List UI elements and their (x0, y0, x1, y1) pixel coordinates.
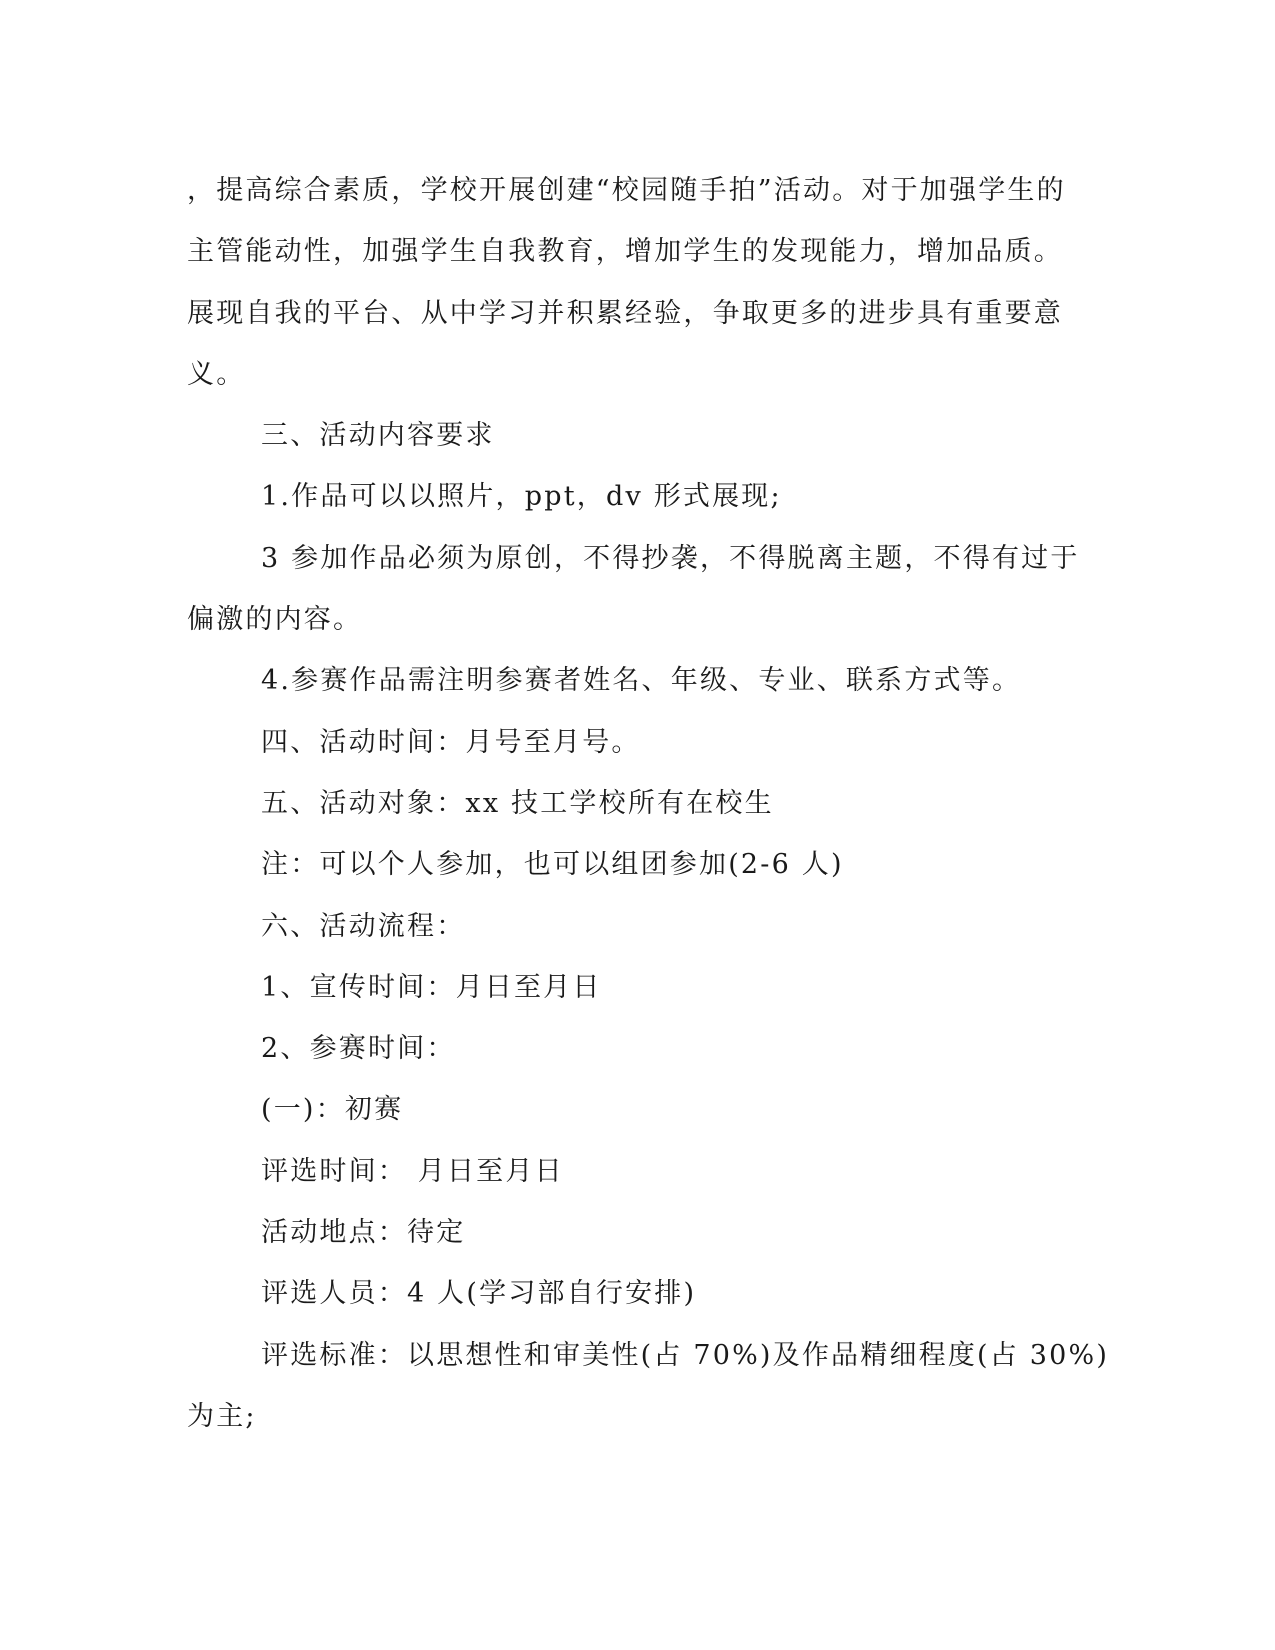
evaluation-criteria: 评选标准：以思想性和审美性(占 70%)及作品精细程度(占 30%) (261, 1339, 1110, 1371)
document-body (187, 160, 1110, 1447)
activity-location: 活动地点：待定 (261, 1217, 466, 1249)
requirement-item-1: 1.作品可以以照片，ppt，dv 形式展现; (261, 481, 782, 513)
paragraph-line: ，提高综合素质，学校开展创建“校园随手拍”活动。对于加强学生的 (187, 175, 1066, 206)
process-step-promotion: 1、宣传时间：月日至月日 (261, 971, 602, 1003)
evaluation-staff: 评选人员：4 人(学习部自行安排) (261, 1278, 697, 1310)
sub-heading-preliminary: (一)：初赛 (261, 1094, 404, 1126)
evaluation-time: 评选时间： 月日至月日 (261, 1155, 564, 1187)
section-heading-activity-time: 四、活动时间：月号至月号。 (261, 726, 641, 758)
section-heading-activity-process: 六、活动流程： (261, 910, 466, 942)
paragraph-line: 义。 (187, 358, 246, 390)
requirement-item-4: 4.参赛作品需注明参赛者姓名、年级、专业、联系方式等。 (261, 665, 1022, 697)
evaluation-criteria-continued: 为主; (187, 1400, 257, 1432)
requirement-item-3: 3 参加作品必须为原创，不得抄袭，不得脱离主题，不得有过于 (261, 542, 1080, 574)
paragraph-line: 主管能动性，加强学生自我教育，增加学生的发现能力，增加品质。 (187, 236, 1063, 268)
section-heading-activity-target: 五、活动对象：xx 技工学校所有在校生 (261, 787, 774, 819)
section-heading-content-requirements: 三、活动内容要求 (261, 420, 495, 452)
participation-note: 注：可以个人参加，也可以组团参加(2-6 人) (261, 849, 844, 881)
paragraph-line: 展现自我的平台、从中学习并积累经验，争取更多的进步具有重要意 (187, 297, 1063, 329)
requirement-item-3-continued: 偏激的内容。 (187, 604, 363, 636)
process-step-competition: 2、参赛时间： (261, 1033, 456, 1065)
